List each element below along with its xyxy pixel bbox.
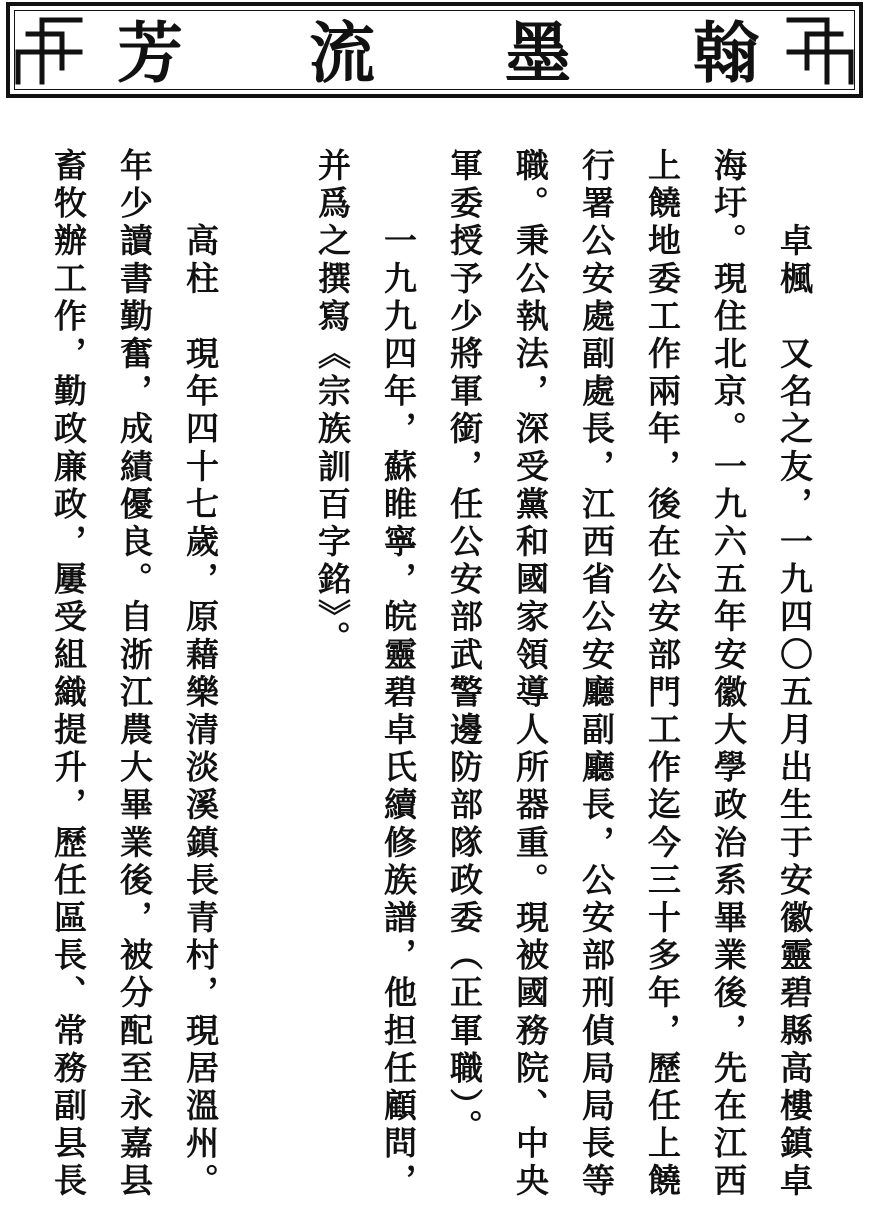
banner-title-char: 流 <box>309 14 375 92</box>
text-column: 卓楓 又名之友，一九四〇五月出生于安徽靈碧縣高樓鎮卓 <box>775 148 814 1201</box>
banner-title <box>10 6 859 94</box>
text-column: 職。秉公執法，深受黨和國家領導人所器重。現被國務院、中央 <box>511 148 550 1201</box>
text-column: 年少讀書勤奮，成績優良。自浙江農大畢業後，被分配至永嘉县 <box>115 148 154 1201</box>
text-column: 上饒地委工作兩年，後在公安部門工作迄今三十多年，歷任上饒 <box>643 148 682 1201</box>
text-column: 行署公安處副處長，江西省公安廳副廳長，公安部刑偵局局長等 <box>577 148 616 1201</box>
vertical-text-body <box>27 148 827 1201</box>
text-column: 并爲之撰寫《宗族訓百字銘》。 <box>313 148 352 658</box>
text-column: 海圩。現住北京。一九六五年安徽大學政治系畢業後，先在江西 <box>709 148 748 1201</box>
banner-title-char: 翰 <box>693 14 759 92</box>
text-column: 軍委授予少將軍銜，任公安部武警邊防部隊政委（正軍職）。 <box>445 148 484 1147</box>
paragraph-gap <box>233 148 299 1188</box>
text-column: 高柱 現年四十七歲，原藉樂清淡溪鎮長青村，現居溫州。 <box>181 148 220 1201</box>
text-column: 畜牧辦工作，勤政廉政，屢受組織提升，歷任區長、常務副县長 <box>49 148 88 1201</box>
banner-title-char: 芳 <box>117 14 183 92</box>
banner-title-char: 墨 <box>505 14 571 92</box>
header-banner <box>6 2 863 98</box>
text-column: 一九九四年，蘇睢寧，皖靈碧卓氏續修族譜，他担任顧問， <box>379 148 418 1201</box>
